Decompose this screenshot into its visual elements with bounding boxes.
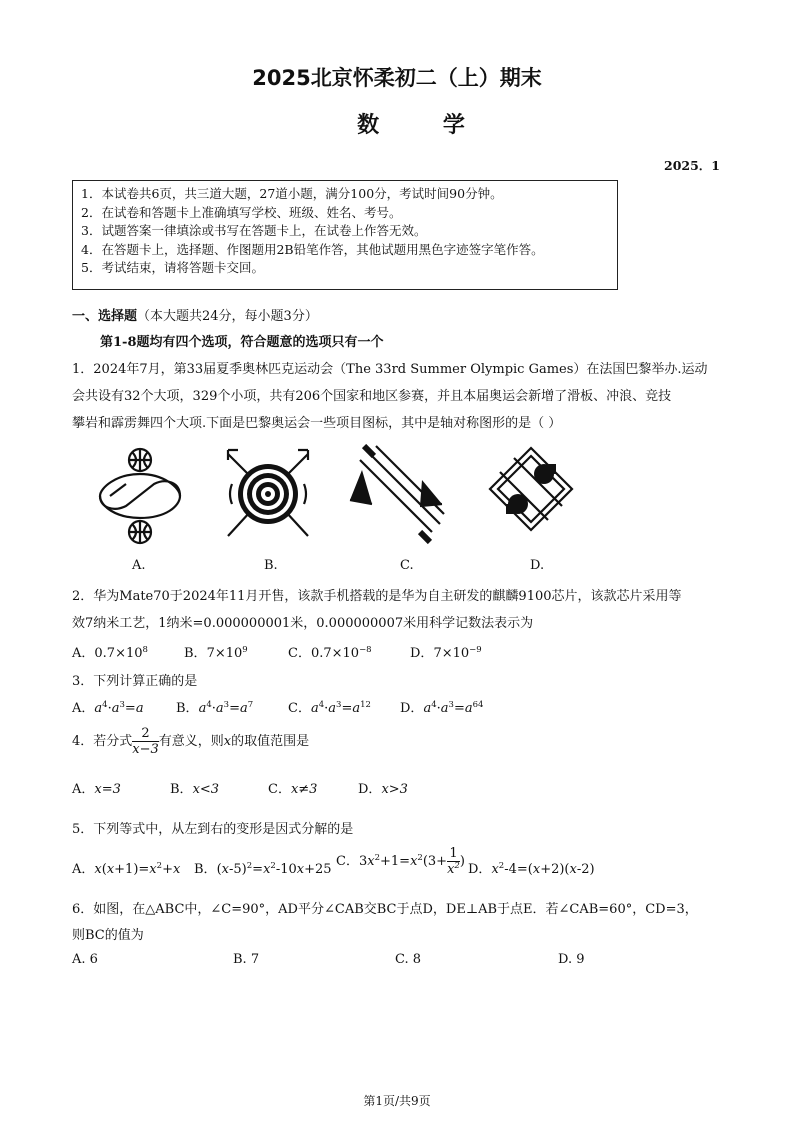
option-result-exp: 12	[360, 700, 371, 710]
option-coef: 7×10	[206, 646, 243, 661]
notice-item: 3．试题答案一律填涂或书写在答题卡上，在试卷上作答无效。	[81, 223, 427, 238]
q6-line2: 则BC的值为	[72, 928, 144, 943]
q1-option-b: B.	[264, 558, 278, 573]
q2-line2: 效7纳米工艺，1纳米=0.000000001米，0.000000007米用科学记数法表示为	[72, 616, 534, 631]
option-label: D．	[410, 646, 434, 661]
q1-option-c: C.	[400, 558, 414, 573]
q4-option-b	[170, 778, 219, 797]
q5-option-b: B．$(x-5)^2=x^2-10x+25$	[194, 861, 332, 877]
q4-fraction	[132, 726, 159, 757]
q5-option-d: D．$x^2-4=(x+2)(x-2)$	[468, 861, 595, 877]
option-expr: x<3	[192, 782, 220, 797]
option-label: B．	[176, 701, 199, 716]
q6-option-b: B. 7	[233, 952, 260, 967]
q3-option-b: B．$a^4\cdot a^3=a^7$	[176, 700, 254, 716]
option-label: C．	[268, 782, 291, 797]
option-coef: 0.7×10	[94, 646, 143, 661]
q1-line1: 1．2024年7月，第33届夏季奥林匹克运动会（The 33rd Summer Olympic Games）在法国巴黎举办.运动	[72, 362, 708, 377]
option-result: a	[352, 701, 361, 716]
fraction-numerator: 2	[132, 726, 159, 742]
q4-stem-prefix: 4．若分式	[72, 734, 133, 749]
q5-option-c: C．$3x^2+1=x^2(3+$ $\frac{1}{x^2}$ )	[336, 846, 465, 877]
section-instruction: 第1-8题均有四个选项，符合题意的选项只有一个	[100, 335, 384, 350]
option-exp: 8	[142, 645, 148, 655]
option-label: D．	[468, 862, 492, 877]
q5-option-a: A．$x(x+1)=x^2+x$	[72, 861, 181, 877]
option-label: D．	[358, 782, 382, 797]
option-label: B．	[194, 862, 217, 877]
option-label: C．	[288, 646, 311, 661]
notice-item: 4．在答题卡上，选择题、作图题用2B铅笔作答，其他试题用黑色字迹签字笔作答。	[81, 241, 544, 257]
option-result: a	[135, 701, 144, 716]
option-expr: x≠3	[290, 782, 318, 797]
section-title: 一、选择题	[72, 309, 138, 324]
option-label: C．	[336, 854, 359, 869]
q2-option-d	[410, 642, 482, 661]
option-label: C．	[288, 701, 311, 716]
option-label: B．	[184, 646, 207, 661]
option-exp: −9	[469, 645, 482, 655]
q4-option-c	[268, 778, 317, 797]
subject-title: 数 学	[357, 112, 493, 138]
option-coef: 7×10	[433, 646, 470, 661]
notice-box	[72, 180, 618, 290]
q5-stem: 5．下列等式中，从左到右的变形是因式分解的是	[72, 822, 354, 837]
q4-option-a	[72, 778, 121, 797]
q4-stem	[72, 726, 309, 757]
notice-item: 1．本试卷共6页，共三道大题，27道小题，满分100分，考试时间90分钟。	[81, 186, 503, 201]
q3-option-c: C．$a^4\cdot a^3=a^{12}$	[288, 700, 371, 716]
q6-option-d: D. 9	[558, 952, 585, 967]
option-label: B．	[170, 782, 193, 797]
notice-item: 2．在试卷和答题卡上准确填写学校、班级、姓名、考号。	[81, 204, 402, 220]
badminton-icon	[348, 444, 448, 546]
q4-stem-end: 的取值范围是	[231, 734, 310, 749]
q4-stem-suffix: 有意义，则	[158, 734, 224, 749]
q6-line1: 6．如图，在△ABC中，∠C=90°，AD平分∠CAB交BC于点D，DE⊥AB于点E．若∠CAB=60°，CD=3，	[72, 902, 698, 917]
option-expr: x=3	[94, 782, 121, 797]
q1-line2: 会共设有32个大项，329个小项，共有206个国家和地区参赛，并且本届奥运会新增了滑板、冲浪、竞技	[72, 389, 672, 404]
boxing-icon	[486, 444, 576, 546]
q4-var: x	[223, 734, 232, 749]
option-label: A．	[72, 862, 95, 877]
option-exp: 9	[242, 645, 248, 655]
q3-stem: 3．下列计算正确的是	[72, 674, 198, 689]
q1-option-d: D.	[530, 558, 545, 573]
option-label: A．	[72, 782, 95, 797]
q2-line1: 2．华为Mate70于2024年11月开售，该款手机搭载的是华为自主研发的麒麟9100芯片，该款芯片采用等	[72, 589, 682, 604]
target-icon	[224, 444, 312, 546]
q2-option-c	[288, 642, 372, 661]
q4-option-d	[358, 778, 408, 797]
exam-title: 2025北京怀柔初二（上）期末	[252, 66, 542, 90]
q1-line3: 攀岩和霹雳舞四个大项.下面是巴黎奥运会一些项目图标，其中是轴对称图形的是（ ）	[72, 416, 562, 431]
q2-option-a	[72, 642, 148, 661]
option-expr: x>3	[381, 782, 408, 797]
option-exp: −8	[359, 645, 372, 655]
basketball-icon	[96, 444, 184, 546]
page-number: 第1页/共9页	[363, 1094, 431, 1108]
q3-option-d: D．$a^4\cdot a^3=a^{64}$	[400, 700, 484, 716]
q6-option-a: A. 6	[72, 952, 98, 967]
section-heading	[72, 305, 318, 324]
option-label: A．	[72, 701, 95, 716]
q1-option-a: A.	[132, 558, 146, 573]
option-result: a	[464, 701, 473, 716]
option-result: a	[239, 701, 248, 716]
fraction-denominator: x−3	[132, 742, 159, 757]
notice-item: 5．考试结束，请将答题卡交回。	[81, 260, 264, 275]
option-coef: 0.7×10	[310, 646, 360, 661]
option-result-exp: 7	[247, 700, 254, 710]
option-label: D．	[400, 701, 424, 716]
section-note: （本大题共24分，每小题3分）	[137, 309, 318, 324]
exam-date: 2025．1	[664, 158, 720, 173]
q3-option-a: A．$a^4\cdot a^3=a$	[72, 700, 144, 716]
option-label: A．	[72, 646, 95, 661]
q6-option-c: C. 8	[395, 952, 422, 967]
q2-option-b	[184, 642, 248, 661]
q5-fraction: $\frac{1}{x^2}$	[447, 846, 460, 877]
option-result-exp: 64	[472, 700, 484, 710]
